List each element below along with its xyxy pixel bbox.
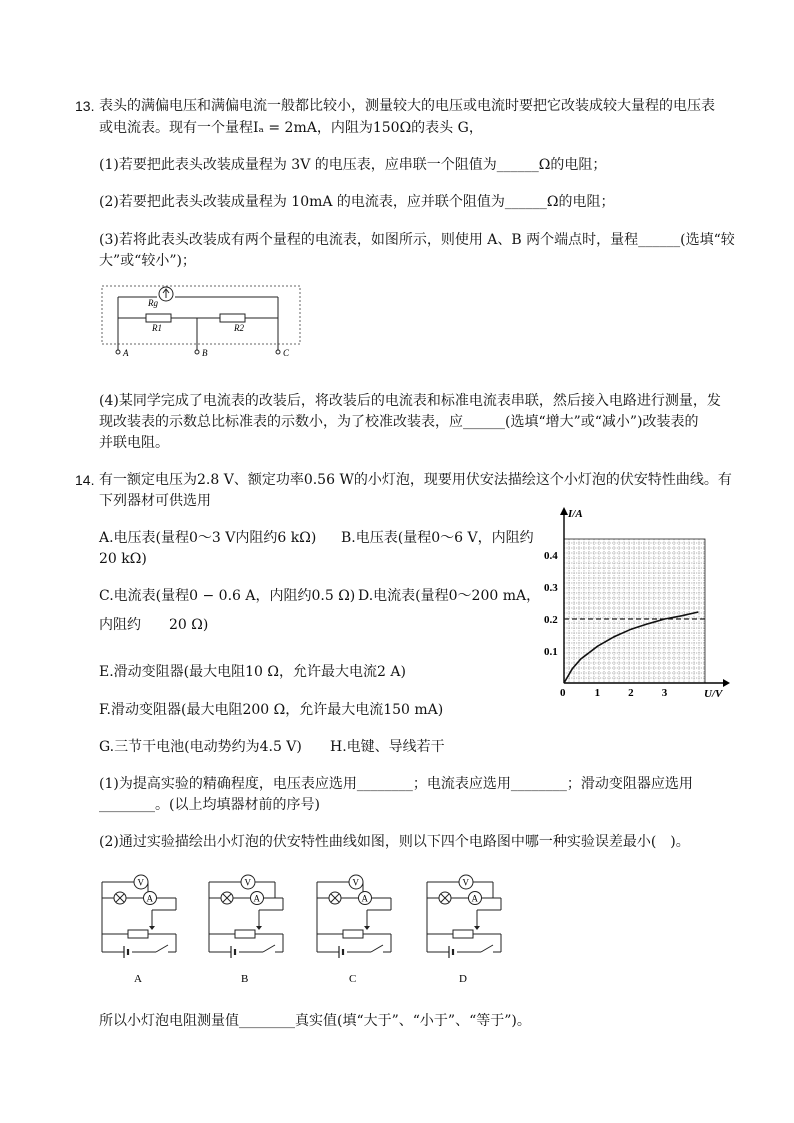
q14-option-f: F.滑动变阻器(最大电阻200 Ω，允许最大电流150 mA) [99, 702, 444, 718]
q13-part4-line2: 现改装表的示数总比标准表的示数小，为了校准改装表，应______(选填“增大”或“减小”)改装表的 [99, 414, 699, 430]
y-tick-label: 0.3 [544, 582, 558, 594]
terminal-b [195, 350, 199, 354]
ammeter-letter: A [146, 893, 153, 904]
iu-chart [540, 505, 730, 700]
circuit-option-c [313, 872, 397, 987]
circuit-option-b [205, 872, 289, 987]
chart-grid [564, 539, 705, 683]
q13-part3-line1: (3)若将此表头改装成有两个量程的电流表，如图所示，则使用 A、B 两个端点时，量程______(选填“较 [99, 232, 735, 248]
x-tick-label: 2 [628, 687, 634, 699]
voltmeter-letter: V [137, 877, 144, 888]
slider-arrow-icon [364, 926, 370, 930]
q13-intro-line2: 或电流表。现有一个量程Iₐ = 2mA，内阻为150Ω的表头 G， [99, 120, 483, 136]
slider-arrow-icon [474, 926, 480, 930]
q14-intro-line1: 有一额定电压为2.8 V、额定功率0.56 W的小灯泡，现要用伏安法描绘这个小灯泡的伏安特性曲线。有 [99, 472, 732, 488]
q13-part3-line2: 大”或“较小”)； [99, 253, 196, 269]
circuit-option-d [423, 872, 507, 987]
label-rg: Rg [148, 298, 158, 308]
slider-arrow-icon [149, 926, 155, 930]
circuit-options-row [98, 872, 498, 987]
ammeter-letter: A [253, 893, 260, 904]
y-tick-label: 0.1 [544, 646, 558, 658]
label-r2: R2 [234, 323, 244, 333]
q14-number: 14. [75, 472, 95, 488]
label-a: A [123, 348, 129, 358]
x-tick-label: 3 [661, 687, 668, 699]
q13-intro-line1: 表头的满偏电压和满偏电流一般都比较小，测量较大的电压或电流时要把它改装成较大量程的电压表 [99, 98, 715, 114]
resistor-r2 [220, 314, 245, 322]
x-tick-label: 1 [594, 687, 601, 699]
ammeter-letter: A [361, 893, 368, 904]
label-r1: R1 [152, 323, 162, 333]
ammeter-letter: A [471, 893, 478, 904]
q14-intro-line2: 下列器材可供选用 [99, 493, 211, 509]
label-c: C [283, 348, 290, 358]
x-tick-label: 0 [560, 687, 566, 699]
q13-circuit-diagram [100, 284, 305, 362]
q14-option-b: B.电压表(量程0～6 V，内阻约 [341, 530, 534, 546]
q14-part2: (2)通过实验描绘出小灯泡的伏安特性曲线如图，则以下四个电路图中哪一种实验误差最小( )。 [99, 834, 690, 850]
x-axis-arrow-icon [723, 679, 730, 687]
resistor-r1 [146, 314, 171, 322]
q13-part4-line3: 并联电阻。 [99, 435, 169, 451]
circuit-boundary [102, 286, 300, 344]
q14-option-d: D.电流表(量程0～200 mA， [358, 588, 541, 604]
q14-option-a: A.电压表(量程0～3 V内阻约6 kΩ) [99, 530, 317, 546]
terminal-a [116, 350, 120, 354]
q14-option-cd-line2: 内阻约 20 Ω) [99, 617, 209, 633]
circuit-option-label: D [459, 973, 467, 985]
y-tick-label: 0.2 [544, 614, 558, 626]
circuit-option-label: B [241, 973, 249, 985]
q14-option-c: C.电流表(量程0 − 0.6 A，内阻约0.5 Ω) [99, 588, 356, 604]
circuit-option-a [98, 872, 182, 987]
voltmeter-letter: V [244, 877, 251, 888]
x-axis-label: U/V [704, 688, 723, 700]
y-axis-label: I/A [568, 508, 583, 520]
q14-part1-line2: ________。(以上均填器材前的序号) [99, 797, 320, 813]
q14-part1-line1: (1)为提高实验的精确程度，电压表应选用________；电流表应选用________；滑动变阻器应选用 [99, 776, 693, 792]
q13-part4-line1: (4)某同学完成了电流表的改装后，将改装后的电流表和标准电流表串联，然后接入电路进行测量，发 [99, 393, 721, 409]
y-axis-arrow-icon [560, 507, 568, 515]
q13-number: 13. [75, 98, 95, 114]
q14-option-h: H.电键、导线若干 [330, 739, 445, 755]
circuit-option-label: C [349, 973, 357, 985]
slider-arrow-icon [256, 926, 262, 930]
voltmeter-letter: V [352, 877, 359, 888]
terminal-c [276, 350, 280, 354]
y-tick-label: 0.4 [544, 550, 558, 562]
q14-option-e: E.滑动变阻器(最大电阻10 Ω，允许最大电流2 A) [99, 664, 406, 680]
q14-final: 所以小灯泡电阻测量值________真实值(填“大于”、“小于”、“等于”)。 [99, 1013, 531, 1029]
q14-option-g: G.三节干电池(电动势约为4.5 V) [99, 739, 302, 755]
chart-axes [560, 507, 730, 687]
circuit-option-label: A [134, 973, 142, 985]
voltmeter-letter: V [462, 877, 469, 888]
q13-part2: (2)若要把此表头改装成量程为 10mA 的电流表，应并联个阻值为______Ω的电阻； [99, 194, 615, 210]
q14-option-ab-line2: 20 kΩ) [99, 551, 147, 567]
q13-part1: (1)若要把此表头改装成量程为 3V 的电压表，应串联一个阻值为______Ω的电阻； [99, 157, 607, 173]
label-b: B [202, 348, 208, 358]
